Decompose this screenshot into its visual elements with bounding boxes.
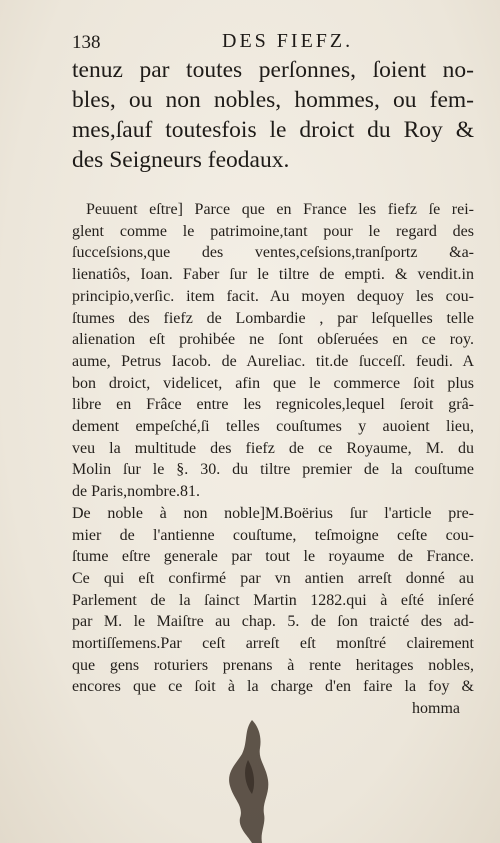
gloss-line: ſtume eſtre generale par tout le royaume de France. xyxy=(72,548,474,566)
gloss-line: glent comme le patrimoine,tant pour le regard des xyxy=(72,222,474,240)
gloss-line: libre en Frâce entre les regnicoles,lequel ſeroit grâ- xyxy=(72,396,474,414)
ink-stain xyxy=(222,720,280,843)
gloss-line: Molin ſur le §. 30. du tiltre premier de la couſtume xyxy=(72,461,474,479)
commentary-line: bles, ou non nobles, hommes, ou fem- xyxy=(72,87,474,113)
gloss-line: lienatiôs, Ioan. Faber ſur le tiltre de empti. & vendit.in xyxy=(72,266,474,284)
gloss-line: mier de l'antienne couſtume, teſmoigne ceſte cou- xyxy=(72,526,474,544)
commentary-text xyxy=(72,55,474,175)
gloss-line: Peuuent eſtre] Parce que en France les fiefz ſe rei- xyxy=(86,201,474,218)
gloss-line: dement empeſché,ſi telles couſtumes y auoient lieu, xyxy=(72,418,474,436)
gloss-line: que gens roturiers prenans à rente heritages nobles, xyxy=(72,656,474,674)
page-number: 138 xyxy=(72,32,101,53)
page-header xyxy=(72,28,472,56)
commentary-line: des Seigneurs feodaux. xyxy=(72,147,290,173)
running-head: DES FIEFZ. xyxy=(222,30,354,52)
gloss-line: ſtumes des fiefz de Lombardie , par leſquelles telle xyxy=(72,309,474,327)
gloss-line: Ce qui eſt confirmé par vn antien arreſt donné au xyxy=(72,569,474,587)
gloss-line: veu la multitude des fiefz de ce Royaume, M. du xyxy=(72,439,474,457)
gloss-line: alienation eſt prohibée ne ſont obſeruées en ce roy. xyxy=(72,331,474,349)
gloss-paragraph-1 xyxy=(72,199,474,503)
gloss-line: De noble à non noble]M.Boërius ſur l'article pre- xyxy=(72,504,474,522)
gloss-line: principio,verſic. item facit. Au moyen dequoy les cou- xyxy=(72,287,474,305)
gloss-line: bon droict, videlicet, afin que le commerce ſoit plus xyxy=(72,374,474,392)
commentary-line: tenuz par toutes perſonnes, ſoient no- xyxy=(72,57,474,83)
gloss-line: Parlement de la ſainct Martin 1282.qui à eſté inſeré xyxy=(72,591,474,609)
commentary-line: mes,ſauf toutesfois le droict du Roy & xyxy=(72,117,474,143)
gloss-line: par M. le Maiſtre au chap. 5. de ſon traicté des ad- xyxy=(72,613,474,631)
text-block xyxy=(72,55,474,720)
gloss-line: ſucceſsions,que des ventes,ceſsions,tranſportz &a- xyxy=(72,244,474,262)
gloss-line: mortiſſemens.Par ceſt arreſt eſt monſtré clairement xyxy=(72,635,474,653)
gloss-line: de Paris,nombre.81. xyxy=(72,483,200,501)
catchword: homma xyxy=(412,700,460,718)
gloss-paragraph-2 xyxy=(72,503,474,698)
gloss-line: encores que ce ſoit à la charge d'en faire la foy & xyxy=(72,678,474,696)
gloss-line: aume, Petrus Iacob. de Aureliac. tit.de ſucceſſ. feudi. A xyxy=(72,352,474,370)
